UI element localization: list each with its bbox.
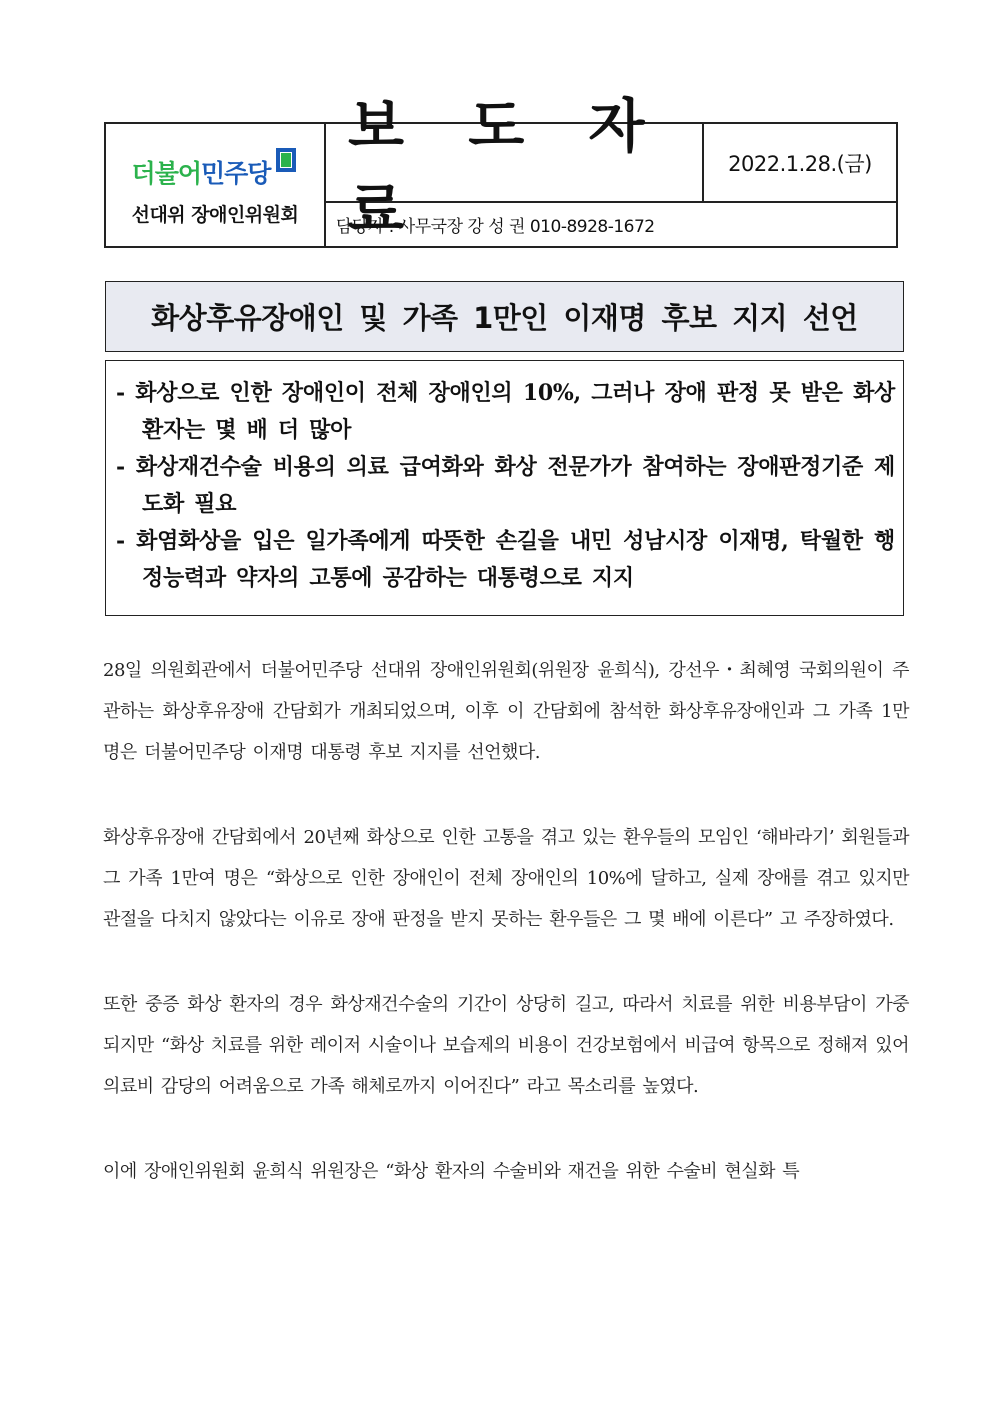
party-logo-cell xyxy=(106,124,326,246)
party-name-green: 더불어 xyxy=(131,158,201,188)
headline: 화상후유장애인 및 가족 1만인 이재명 후보 지지 선언 xyxy=(105,281,904,352)
summary-item: - 화상으로 인한 장애인이 전체 장애인의 10%, 그러나 장애 판정 못 받은 화상 환자는 몇 배 더 많아 xyxy=(116,380,895,443)
party-name xyxy=(131,158,271,188)
party-mark-icon xyxy=(274,148,298,176)
body-paragraph: 이에 장애인위원회 윤희식 위원장은 “화상 환자의 수술비와 재건을 위한 수술비 현실화 특 xyxy=(103,1161,800,1182)
body-paragraph: 28일 의원회관에서 더불어민주당 선대위 장애인위원회(위원장 윤희식), 강선우・최혜영 국회의원이 주관하는 화상후유장애 간담회가 개최되었으며, 이후 이 간담회에 참석한 화상후유장애인과 그 가족 1만 명은 더불어민주당 이재명 대통령 후보 지지를 선언했다. xyxy=(103,660,909,763)
release-date: 2022.1.28.(금) xyxy=(704,124,896,203)
summary-box xyxy=(105,360,904,616)
document-type-title: 보 도 자 료 xyxy=(326,124,704,203)
party-logo xyxy=(132,148,299,186)
body-paragraph: 화상후유장애 간담회에서 20년째 화상으로 인한 고통을 겪고 있는 환우들의 모임인 ‘해바라기’ 회원들과 그 가족 1만여 명은 “화상으로 인한 장애인이 전체 장애인의 10%에 달하고, 실제 장애를 겪고 있지만 관절을 다치지 않았다는 이유로 장애 판정을 받지 못하는 환우들은 그 몇 배에 이른다” 고 주장하였다. xyxy=(103,827,909,930)
summary-item: - 화염화상을 입은 일가족에게 따뜻한 손길을 내민 성남시장 이재명, 탁월한 행정능력과 약자의 고통에 공감하는 대통령으로 지지 xyxy=(116,528,895,591)
party-name-blue: 민주당 xyxy=(201,158,271,188)
contact-info: 담당자 : 사무국장 강 성 권 010-8928-1672 xyxy=(336,217,655,237)
body-paragraph: 또한 중증 화상 환자의 경우 화상재건수술의 기간이 상당히 길고, 따라서 치료를 위한 비용부담이 가중되지만 “화상 치료를 위한 레이저 시술이나 보습제의 비용이 건강보험에서 비급여 항목으로 정해져 있어 의료비 감당의 어려움으로 가족 해체로까지 이어진다” 라고 목소리를 높였다. xyxy=(103,994,909,1097)
summary-list xyxy=(116,375,895,597)
committee-name: 선대위 장애인위원회 xyxy=(131,203,299,226)
article-body xyxy=(103,650,909,1236)
press-release-header xyxy=(104,91,898,248)
summary-item: - 화상재건수술 비용의 의료 급여화와 화상 전문가가 참여하는 장애판정기준 제도화 필요 xyxy=(116,454,895,517)
